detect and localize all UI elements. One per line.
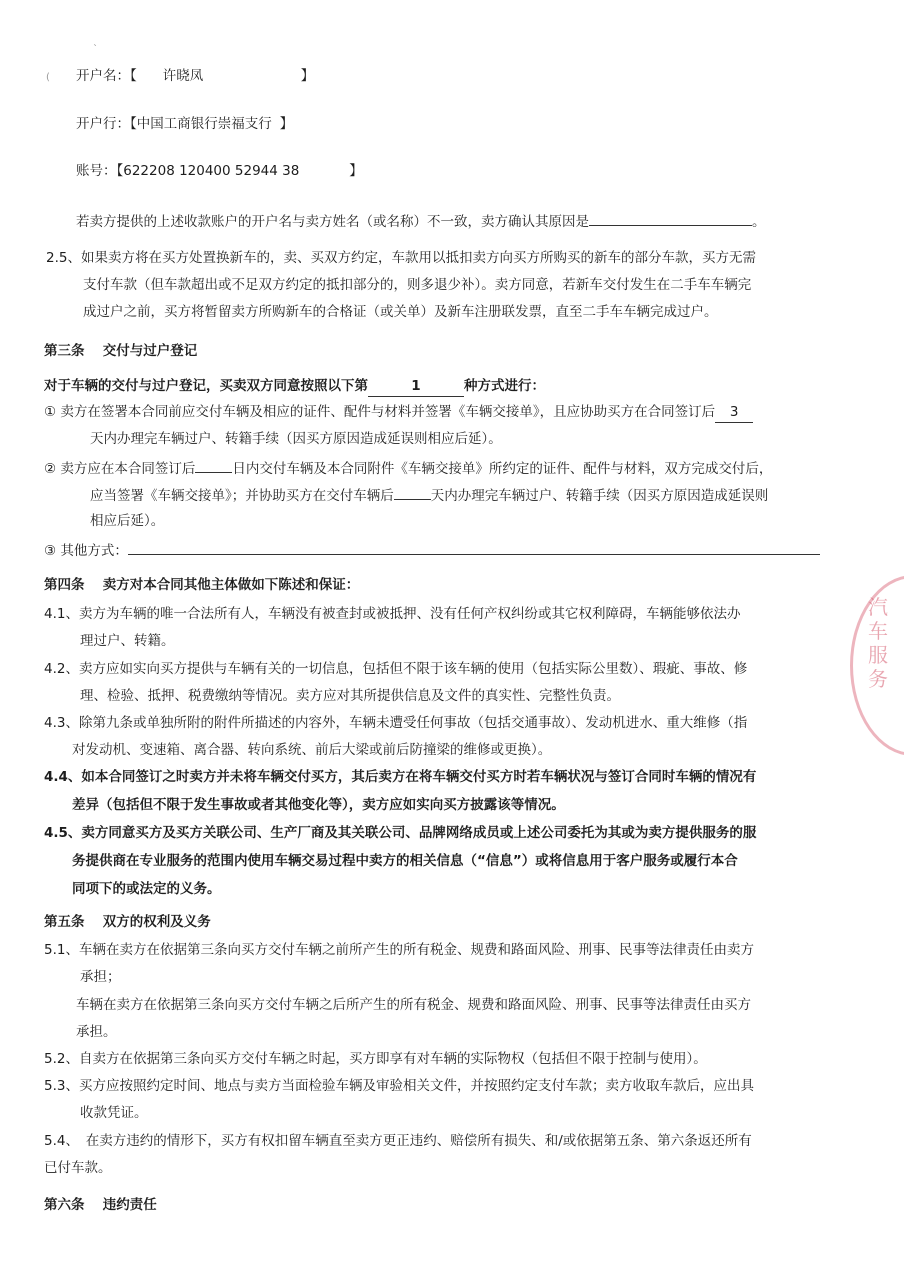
account-number-value: 622208 120400 52944 38 bbox=[123, 163, 300, 179]
bracket-close: 】 bbox=[349, 163, 363, 179]
clause-4-1-line2: 理过户、转籍。 bbox=[80, 633, 175, 649]
clause-2-5-line2: 支付车款（但车款超出或不足双方约定的抵扣部分的，则多退少补）。卖方同意，若新车交付发生在二手车车辆完 bbox=[83, 277, 752, 293]
delivery-method-value: 1 bbox=[368, 376, 464, 397]
period: 。 bbox=[752, 214, 766, 230]
clause-4-5-line3: 同项下的或法定的义务。 bbox=[72, 881, 221, 897]
account-bank-label: 开户行：【 bbox=[76, 116, 137, 132]
clause-5-1-line2: 承担； bbox=[80, 969, 121, 985]
clause-5-1-line3: 车辆在卖方在依据第三条向买方交付车辆之后所产生的所有税金、规费和路面风险、刑事、民事等法律责任由买方 bbox=[76, 997, 751, 1013]
article-4-heading: 第四条 卖方对本合同其他主体做如下陈述和保证： bbox=[44, 577, 360, 593]
option-2-line1 bbox=[44, 457, 772, 479]
option-2-text-2: 应当签署《车辆交接单》；并协助买方在交付车辆后 bbox=[90, 488, 394, 504]
mismatch-reason-blank bbox=[589, 210, 752, 226]
account-name-line bbox=[76, 66, 314, 86]
bracket-close: 】 bbox=[300, 68, 315, 84]
clause-5-1-line4: 承担。 bbox=[76, 1024, 117, 1040]
intro-text: 对于车辆的交付与过户登记，买卖双方同意按照以下第 bbox=[44, 378, 368, 394]
clause-4-5-line1: 4.5、卖方同意买方及买方关联公司、生产厂商及其关联公司、品牌网络成员或上述公司委托为其或为卖方提供服务的服 bbox=[44, 825, 757, 841]
option-3-blank bbox=[128, 539, 820, 555]
clause-2-5-line3: 成过户之前，买方将暂留卖方所购新车的合格证（或关单）及新车注册联发票，直至二手车车辆完成过户。 bbox=[83, 304, 718, 320]
clause-5-4-line2: 已付车款。 bbox=[44, 1160, 112, 1176]
mismatch-text: 若卖方提供的上述收款账户的开户名与卖方姓名（或名称）不一致，卖方确认其原因是 bbox=[76, 214, 589, 230]
option-1-days: 3 bbox=[715, 402, 753, 423]
option-1-line1 bbox=[44, 402, 753, 423]
clause-4-3-line1: 4.3、除第九条或单独所附的附件所描述的内容外，车辆未遭受任何事故（包括交通事故）、发动机进水、重大维修（指 bbox=[44, 715, 748, 731]
option-2-text: ② 卖方应在本合同签订后 bbox=[44, 461, 196, 477]
account-number-line bbox=[76, 161, 363, 181]
bracket-close: 】 bbox=[279, 116, 294, 132]
option-1-text: ① 卖方在签署本合同前应交付车辆及相应的证件、配件与材料并签署《车辆交接单》，且应协助买方在合同签订后 bbox=[44, 404, 716, 420]
clause-4-3-line2: 对发动机、变速箱、离合器、转向系统、前后大梁或前后防撞梁的维修或更换）。 bbox=[72, 742, 552, 758]
scan-speck: ( bbox=[46, 72, 50, 83]
option-1-line2: 天内办理完车辆过户、转籍手续（因买方原因造成延误则相应后延）。 bbox=[90, 431, 502, 447]
clause-2-5-line1: 2.5、如果卖方将在买方处置换新车的，卖、买双方约定，车款用以抵扣卖方向买方所购买的新车的部分车款，买方无需 bbox=[46, 250, 756, 266]
red-seal-text: 汽车服务 bbox=[868, 595, 888, 691]
clause-4-1-line1: 4.1、卖方为车辆的唯一合法所有人，车辆没有被查封或被抵押、没有任何产权纠纷或其它权利障碍，车辆能够依法办 bbox=[44, 606, 741, 622]
article-3-intro bbox=[44, 376, 545, 397]
account-number-label: 账号：【 bbox=[76, 163, 124, 179]
article-3-heading: 第三条 交付与过户登记 bbox=[44, 343, 198, 359]
account-mismatch-line bbox=[76, 210, 766, 232]
option-2-text-cont: 日内交付车辆及本合同附件《车辆交接单》所约定的证件、配件与材料，双方完成交付后， bbox=[232, 461, 773, 477]
clause-5-3-line2: 收款凭证。 bbox=[80, 1105, 148, 1121]
article-5-heading: 第五条 双方的权利及义务 bbox=[44, 914, 211, 930]
option-3-line bbox=[44, 539, 820, 561]
clause-5-2: 5.2、自卖方在依据第三条向买方交付车辆之时起，买方即享有对车辆的实际物权（包括但不限于控制与使用）。 bbox=[44, 1051, 707, 1067]
clause-4-4-line2: 差异（包括但不限于发生事故或者其他变化等），卖方应如实向买方披露该等情况。 bbox=[72, 797, 565, 813]
article-6-heading: 第六条 违约责任 bbox=[44, 1197, 157, 1213]
option-2-text-3: 天内办理完车辆过户、转籍手续（因买方原因造成延误则 bbox=[430, 488, 769, 504]
account-bank-line bbox=[76, 114, 293, 134]
account-bank-value: 中国工商银行崇福支行 bbox=[136, 116, 272, 132]
clause-4-5-line2: 务提供商在专业服务的范围内使用车辆交易过程中卖方的相关信息（“信息”）或将信息用于客户服务或履行本合 bbox=[72, 853, 738, 869]
option-2-line3: 相应后延）。 bbox=[90, 513, 165, 529]
option-2-transfer-days-blank bbox=[394, 484, 431, 500]
option-3-label: ③ 其他方式： bbox=[44, 543, 128, 559]
scan-speck: ` bbox=[93, 44, 98, 55]
option-2-line2 bbox=[90, 484, 768, 506]
clause-5-1-line1: 5.1、车辆在卖方在依据第三条向买方交付车辆之前所产生的所有税金、规费和路面风险、刑事、民事等法律责任由卖方 bbox=[44, 942, 754, 958]
intro-text-end: 种方式进行： bbox=[464, 378, 545, 394]
clause-4-2-line2: 理、检验、抵押、税费缴纳等情况。卖方应对其所提供信息及文件的真实性、完整性负责。 bbox=[80, 688, 620, 704]
clause-4-2-line1: 4.2、卖方应如实向买方提供与车辆有关的一切信息，包括但不限于该车辆的使用（包括实际公里数）、瑕疵、事故、修 bbox=[44, 661, 748, 677]
clause-5-4-line1: 5.4、 在卖方违约的情形下，买方有权扣留车辆直至卖方更正违约、赔偿所有损失、和/或依据第五条、第六条返还所有 bbox=[44, 1133, 752, 1149]
option-2-days-blank bbox=[195, 457, 232, 473]
clause-5-3-line1: 5.3、买方应按照约定时间、地点与卖方当面检验车辆及审验相关文件，并按照约定支付车款；卖方收取车款后，应出具 bbox=[44, 1078, 754, 1094]
account-name-value: 许晓凤 bbox=[162, 68, 204, 84]
clause-4-4-line1: 4.4、如本合同签订之时卖方并未将车辆交付买方，其后卖方在将车辆交付买方时若车辆状况与签订合同时车辆的情况有 bbox=[44, 769, 757, 785]
account-name-label: 开户名：【 bbox=[76, 68, 137, 84]
